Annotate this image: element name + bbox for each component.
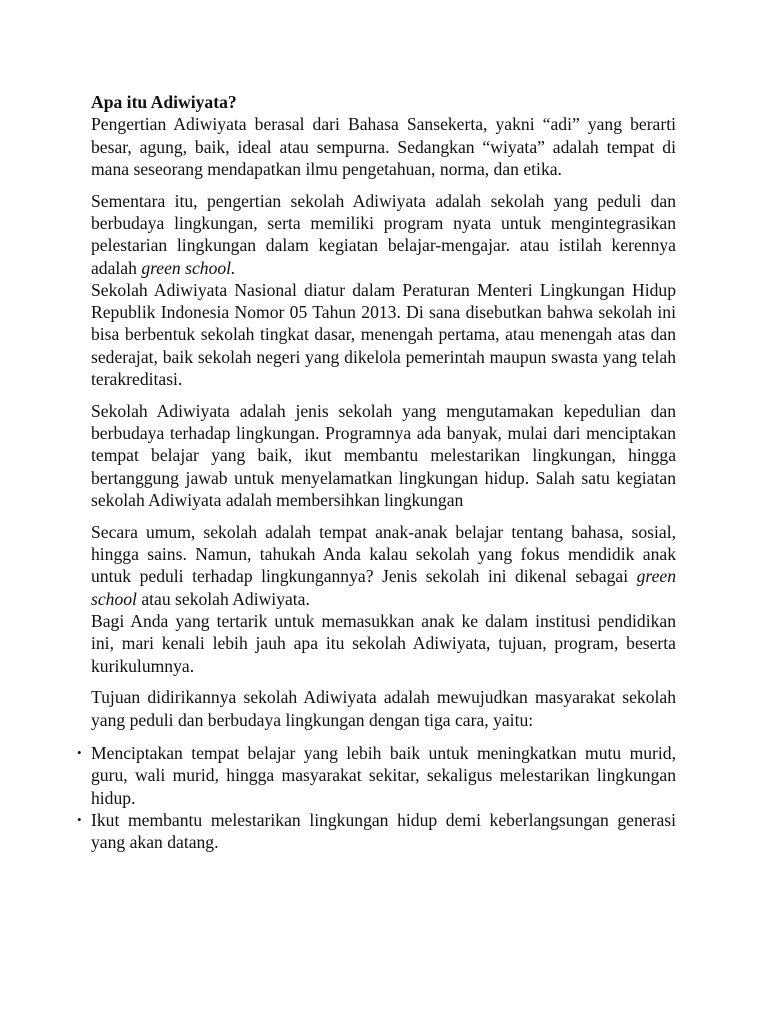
paragraph-general-text-b: atau sekolah Adiwiyata. [136,588,310,609]
bullet-icon: • [77,745,82,761]
paragraph-goals: Tujuan didirikannya sekolah Adiwiyata adalah mewujudkan masyarakat sekolah yang peduli dan berbudaya lingkungan dengan tiga cara, yaitu: [91,687,676,730]
paragraph-regulation: Sekolah Adiwiyata Nasional diatur dalam Peraturan Menteri Lingkungan Hidup Republik Indonesia Nomor 05 Tahun 2013. Di sana disebutkan bahwa sekolah ini bisa berbentuk sekolah tingkat dasar, menengah pertama, atau menengah atas dan sederajat, baik sekolah negeri yang dikelola pemerintah maupun swasta yang telah terakreditasi. [91,279,676,390]
paragraph-school-definition [91,190,676,279]
paragraph-general-text-a: Secara umum, sekolah adalah tempat anak-anak belajar tentang bahasa, sosial, hingga sains. Namun, tahukah Anda kalau sekolah yang fokus mendidik anak untuk peduli terhadap lingkungannya? Jenis sekolah ini dikenal sebagai [91,521,676,587]
green-school-term: green school. [141,257,236,278]
document-heading: Apa itu Adiwiyata? [91,92,237,112]
list-item [77,809,676,854]
paragraph-general [91,521,676,610]
paragraph-invitation: Bagi Anda yang tertarik untuk memasukkan anak ke dalam institusi pendidikan ini, mari kenali lebih jauh apa itu sekolah Adiwiyata, tujuan, program, beserta kurikulumnya. [91,611,676,676]
green-school-term-2: green school [91,566,676,609]
document-page [77,91,676,854]
list-item-text: Menciptakan tempat belajar yang lebih baik untuk meningkatkan mutu murid, guru, wali murid, hingga masyarakat sekitar, sekaligus melestarikan lingkungan hidup. [91,743,676,808]
bullet-icon: • [77,811,82,827]
list-item [77,742,676,809]
list-item-text: Ikut membantu melestarikan lingkungan hidup demi keberlangsungan generasi yang akan datang. [91,809,676,853]
paragraph-school-type: Sekolah Adiwiyata adalah jenis sekolah yang mengutamakan kepedulian dan berbudaya terhadap lingkungan. Programnya ada banyak, mulai dari menciptakan tempat belajar yang baik, ikut membantu melestarikan lingkungan, hingga bertanggung jawab untuk menyelamatkan lingkungan hidup. Salah satu kegiatan sekolah Adiwiyata adalah membersihkan lingkungan [91,400,676,511]
paragraph-adiwiyata-definition: Pengertian Adiwiyata berasal dari Bahasa Sansekerta, yakni “adi” yang berarti besar, agung, baik, ideal atau sempurna. Sedangkan “wiyata” adalah tempat di mana seseorang mendapatkan ilmu pengetahuan, norma, dan etika. [91,114,676,179]
paragraph-school-definition-text: Sementara itu, pengertian sekolah Adiwiyata adalah sekolah yang peduli dan berbudaya lingkungan, serta memiliki program nyata untuk mengintegrasikan pelestarian lingkungan dalam kegiatan belajar-mengajar. atau istilah kerennya adalah [91,190,676,278]
goals-list [77,742,676,853]
